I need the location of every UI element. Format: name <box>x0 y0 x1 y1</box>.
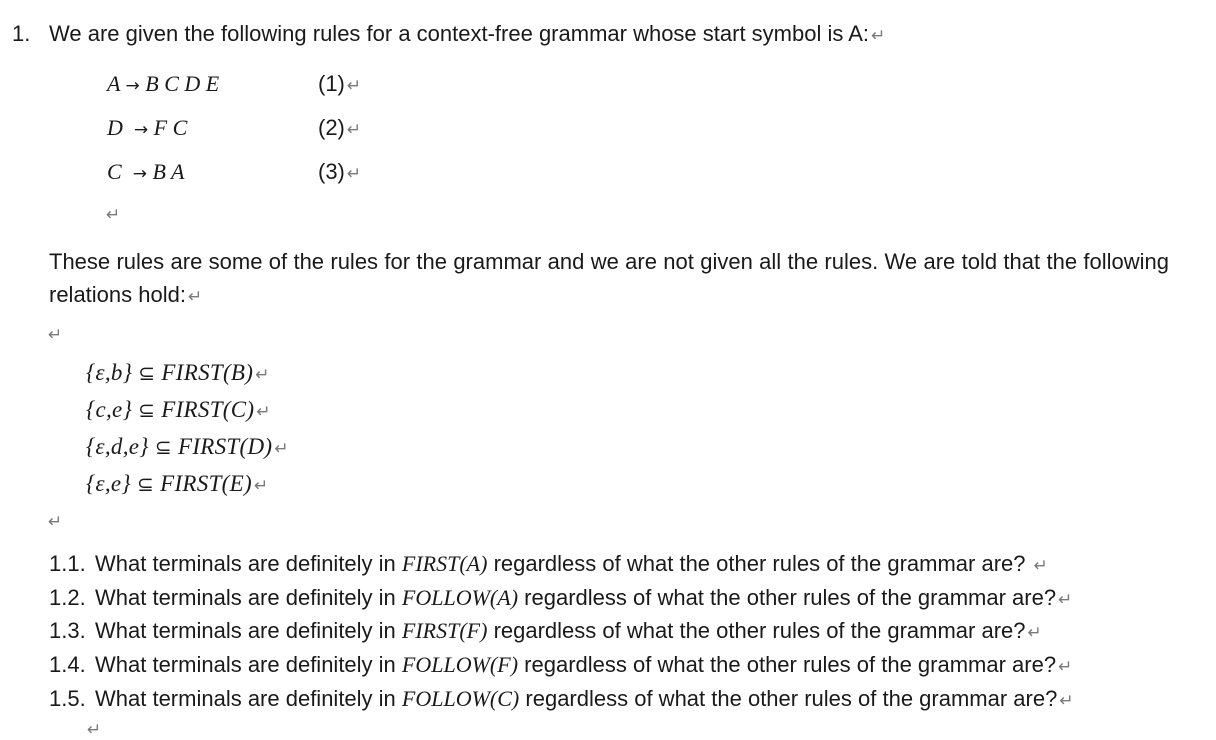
relation-first-e <box>86 472 268 495</box>
relation-set: {ε,b} <box>86 360 133 385</box>
rule-3-label <box>318 161 361 183</box>
subquestion-pre: What terminals are definitely in <box>95 551 396 576</box>
subquestion-post: regardless of what the other rules of the grammar are? <box>493 551 1026 576</box>
relation-first-c <box>86 398 271 421</box>
subquestion-number: 1.1. <box>49 551 86 576</box>
subquestion-term: FIRST(A) <box>401 551 488 576</box>
subset-icon: ⊆ <box>138 398 156 422</box>
subquestion-1-5 <box>49 688 1074 710</box>
relation-func: FIRST(B) <box>161 360 254 385</box>
subquestion-1-1 <box>49 553 1048 575</box>
subquestion-term: FOLLOW(C) <box>401 686 520 711</box>
subquestion-1-2 <box>49 587 1072 609</box>
description-paragraph <box>49 245 1169 314</box>
rule-2 <box>107 117 187 139</box>
question-intro <box>49 23 885 45</box>
rule-rhs: B C D E <box>145 71 220 96</box>
paragraph-mark-icon: ↵ <box>1058 657 1073 677</box>
subquestion-pre: What terminals are definitely in <box>95 618 396 643</box>
subquestion-number: 1.5. <box>49 686 86 711</box>
paragraph-mark-icon: ↵ <box>871 26 886 46</box>
rule-label-text: (3) <box>318 159 345 184</box>
relation-set: {c,e} <box>86 397 133 422</box>
subquestion-1-3 <box>49 620 1042 642</box>
rule-2-label <box>318 117 361 139</box>
relation-func: FIRST(D) <box>177 434 273 459</box>
paragraph-mark-icon: ↵ <box>274 439 289 459</box>
arrow-icon: → <box>132 164 147 184</box>
relation-func: FIRST(C) <box>161 397 255 422</box>
paragraph-mark-icon: ↵ <box>346 76 362 96</box>
paragraph-mark-icon: ↵ <box>255 365 270 385</box>
relation-set: {ε,e} <box>86 471 131 496</box>
rule-lhs: C <box>107 159 122 184</box>
relation-first-b <box>86 361 270 384</box>
subquestion-pre: What terminals are definitely in <box>95 652 396 677</box>
paragraph-mark-icon: ↵ <box>346 164 362 184</box>
subquestion-number: 1.4. <box>49 652 86 677</box>
relation-func: FIRST(E) <box>160 471 252 496</box>
rule-1-label <box>318 73 361 95</box>
rule-label-text: (2) <box>318 115 345 140</box>
subquestion-post: regardless of what the other rules of the grammar are? <box>524 585 1057 610</box>
subquestion-number: 1.2. <box>49 585 86 610</box>
rule-3 <box>107 161 184 183</box>
subquestion-term: FOLLOW(A) <box>401 585 519 610</box>
rule-lhs: D <box>107 115 123 140</box>
rule-1 <box>107 73 219 95</box>
arrow-icon: → <box>125 76 140 96</box>
paragraph-mark-icon: ↵ <box>253 476 269 496</box>
subset-icon: ⊆ <box>154 435 172 459</box>
subset-icon: ⊆ <box>136 472 155 496</box>
subquestion-post: regardless of what the other rules of the grammar are? <box>525 686 1058 711</box>
question-number: 1. <box>12 21 31 46</box>
paragraph-mark-icon: ↵ <box>1059 691 1074 711</box>
rule-rhs: B A <box>152 159 185 184</box>
paragraph-mark-icon: ↵ <box>1027 623 1042 643</box>
subquestion-pre: What terminals are definitely in <box>95 686 396 711</box>
paragraph-mark-icon: ↵ <box>48 512 63 532</box>
paragraph-mark-icon: ↵ <box>87 720 102 740</box>
paragraph-mark-icon: ↵ <box>1033 556 1048 576</box>
paragraph-mark-icon: ↵ <box>1058 590 1073 610</box>
subquestion-pre: What terminals are definitely in <box>95 585 396 610</box>
subset-icon: ⊆ <box>138 361 156 385</box>
subquestion-term: FIRST(F) <box>401 618 488 643</box>
paragraph-mark-icon: ↵ <box>187 287 203 307</box>
paragraph-mark-icon: ↵ <box>346 120 362 140</box>
paragraph-mark-icon: ↵ <box>48 325 63 345</box>
subquestion-1-4 <box>49 654 1072 676</box>
rule-rhs: F C <box>153 115 188 140</box>
relation-first-d <box>86 435 289 458</box>
subquestion-post: regardless of what the other rules of the grammar are? <box>493 618 1026 643</box>
rule-lhs: A <box>107 71 121 96</box>
arrow-icon: → <box>133 120 149 140</box>
paragraph-mark-icon: ↵ <box>106 205 121 225</box>
rule-label-text: (1) <box>318 71 345 96</box>
subquestion-term: FOLLOW(F) <box>401 652 519 677</box>
question-intro-text: We are given the following rules for a context-free grammar whose start symbol is A: <box>49 21 870 46</box>
subquestion-post: regardless of what the other rules of the grammar are? <box>524 652 1057 677</box>
description-text: These rules are some of the rules for the grammar and we are not given all the rules. We are told that the following relations hold: <box>49 249 1169 307</box>
paragraph-mark-icon: ↵ <box>256 402 271 422</box>
relation-set: {ε,d,e} <box>86 434 149 459</box>
subquestion-number: 1.3. <box>49 618 86 643</box>
